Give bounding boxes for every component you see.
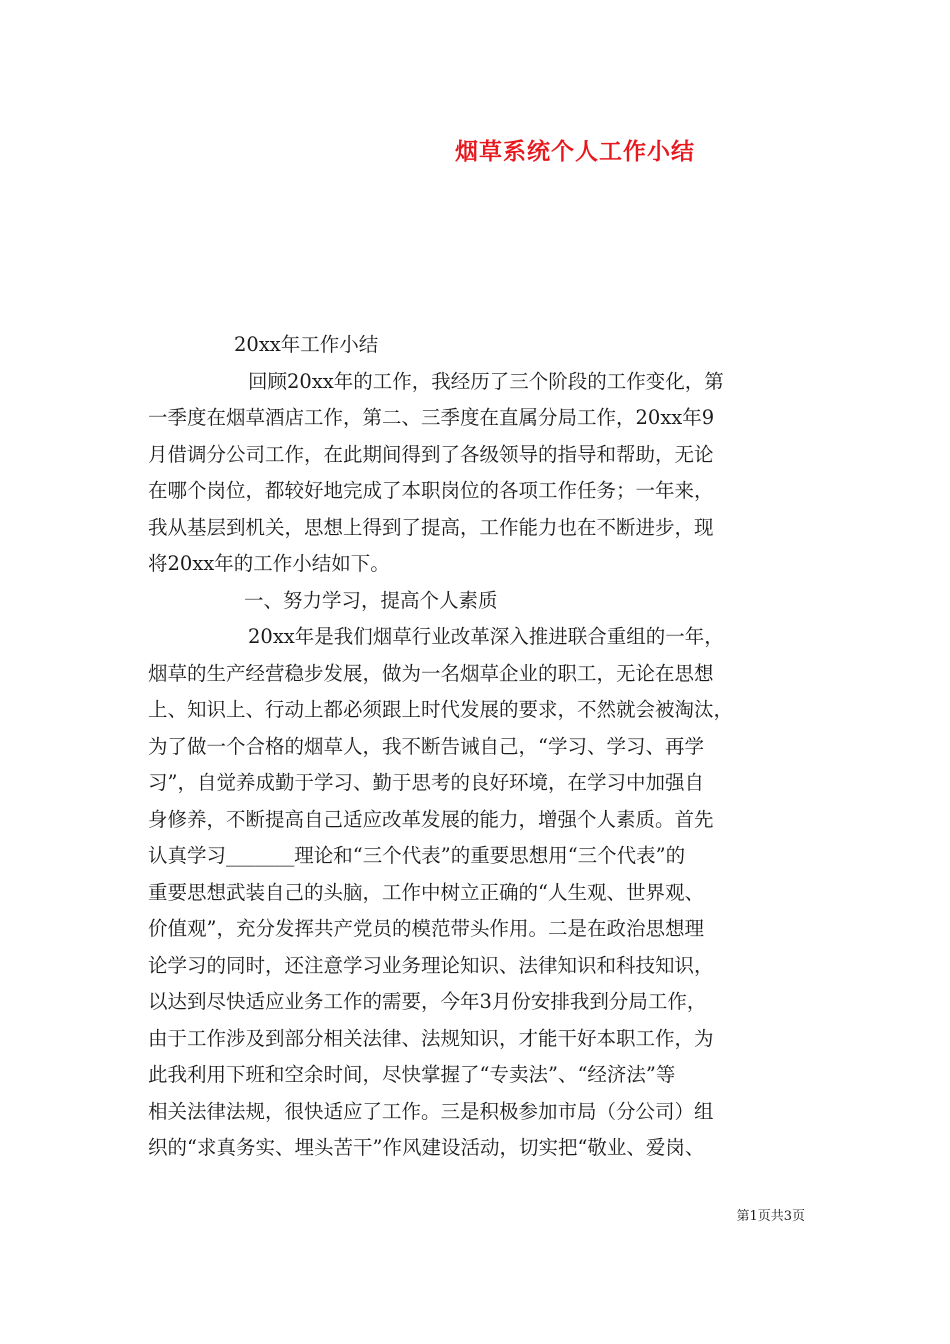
paragraph-line: 回顾20xx年的工作，我经历了三个阶段的工作变化，第	[248, 369, 724, 393]
document-title: 烟草系统个人工作小结	[455, 139, 695, 165]
paragraph-line: 重要思想武装自己的头脑，工作中树立正确的“人生观、世界观、	[148, 880, 704, 904]
paragraph-line: 以达到尽快适应业务工作的需要，今年3月份安排我到分局工作，	[148, 990, 707, 1013]
paragraph-line: 将20xx年的工作小结如下。	[148, 552, 390, 575]
paragraph-line: 上、知识上、行动上都必须跟上时代发展的要求，不然就会被淘汰，	[148, 698, 734, 721]
paragraph-line: 相关法律法规，很快适应了工作。三是积极参加市局（分公司）组	[148, 1099, 714, 1123]
paragraph-line: 身修养，不断提高自己适应改革发展的能力，增强个人素质。首先	[148, 807, 714, 831]
paragraph-line: 价值观”，充分发挥共产党员的模范带头作用。二是在政治思想理	[148, 917, 704, 940]
paragraph-line: 论学习的同时，还注意学习业务理论知识、法律知识和科技知识，	[148, 953, 714, 977]
paragraph-line: 一季度在烟草酒店工作，第二、三季度在直属分局工作，20xx年9	[148, 406, 715, 429]
paragraph-line: 习”，自觉养成勤于学习、勤于思考的良好环境，在学习中加强自	[148, 771, 704, 794]
section-heading: 一、努力学习，提高个人素质	[244, 588, 498, 612]
paragraph-line: 我从基层到机关，思想上得到了提高，工作能力也在不断进步，现	[148, 515, 714, 539]
paragraph-line: 织的“求真务实、埋头苦干”作风建设活动，切实把“敬业、爱岗、	[148, 1136, 705, 1159]
paragraph-line: 月借调分公司工作，在此期间得到了各级领导的指导和帮助，无论	[148, 442, 714, 466]
paragraph-line: 烟草的生产经营稳步发展，做为一名烟草企业的职工，无论在思想	[148, 661, 714, 685]
paragraph-line: 此我利用下班和空余时间，尽快掌握了“专卖法”、“经济法”等	[148, 1063, 676, 1086]
paragraph-line: 由于工作涉及到部分相关法律、法规知识，才能干好本职工作，为	[148, 1026, 714, 1050]
paragraph-line: 在哪个岗位，都较好地完成了本职岗位的各项工作任务；一年来，	[148, 479, 714, 502]
paragraph-line: 为了做一个合格的烟草人，我不断告诫自己，“学习、学习、再学	[148, 734, 704, 758]
paragraph-line: 认真学习_______理论和“三个代表”的重要思想用“三个代表”的	[148, 844, 686, 867]
page-number-footer: 第1页共3页	[736, 1209, 805, 1224]
section-heading: 20xx年工作小结	[234, 333, 379, 356]
document-body	[148, 327, 808, 1167]
paragraph-line: 20xx年是我们烟草行业改革深入推进联合重组的一年，	[248, 625, 724, 648]
